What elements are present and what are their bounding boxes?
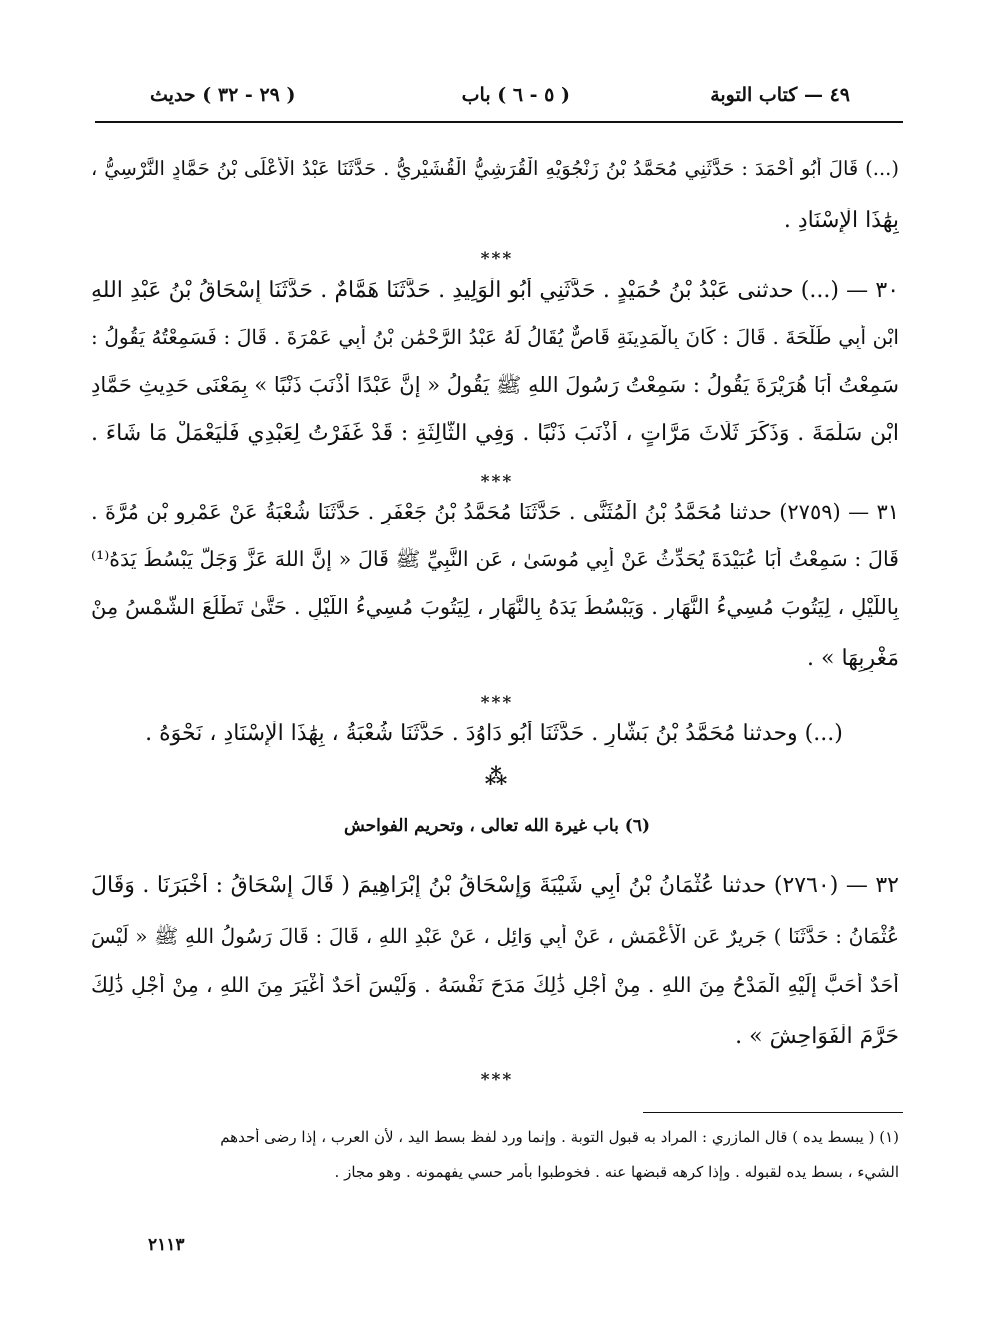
footnote-line: الشيء ، بسط يده لقبوله . وإذا كرهه قبضها عنه . فخوطبوا بأمر حسي يفهمونه . وهو مجاز . <box>334 1163 899 1181</box>
text-line: سَمِعْتُ أَبَا هُرَيْرَةَ يَقُولُ : سَمِعْتُ رَسُولَ اللهِ ﷺ يَقُولُ « إِنَّ عَبْدًا أَذْنَبَ ذَنْبًا » بِمَعْنَى حَدِيثِ حَمَّادِ <box>91 373 899 397</box>
header-chapter-range: ( ٥ - ٦ ) باب <box>461 84 570 106</box>
chapter-title: (٦) باب غيرة الله تعالى ، وتحريم الفواحش <box>343 816 650 836</box>
hadith-30-line: ٣٠ — (...) حدثنى عَبْدُ بْنُ حُمَيْدٍ . حَدَّثَنِي أَبُو الْوَلِيدِ . حَدَّثَنَا هَمَّامٌ . حَدَّثَنَا إِسْحَاقُ بْنُ عَبْدِ اللهِ <box>91 278 899 303</box>
text-line: (...) قَالَ أَبُو أَحْمَدَ : حَدَّثَنِي مُحَمَّدُ بْنُ زَنْجُوَيْهِ الْقُرَشِيُّ الْقُشَيْرِيُّ . حَدَّثَنَا عَبْدُ الْأَعْلَى بْنُ حَمَّادٍ النَّرْسِيُّ ، <box>91 157 899 180</box>
header-book-title: ٤٩ — كتاب التوبة <box>710 84 850 106</box>
section-separator: *** <box>480 472 514 492</box>
text-line: مَغْرِبِهَا » . <box>807 646 899 671</box>
text-line: أَحَدٌ أَحَبَّ إِلَيْهِ الْمَدْحُ مِنَ اللهِ . مِنْ أَجْلِ ذَٰلِكَ مَدَحَ نَفْسَهُ . وَلَيْسَ أَحَدٌ أَغْيَرَ مِنَ اللهِ ، مِنْ أَجْلِ ذَٰلِكَ <box>91 973 899 997</box>
text-line: بِاللَّيْلِ ، لِيَتُوبَ مُسِيءُ النَّهَارِ . وَيَبْسُطُ يَدَهُ بِالنَّهَارِ ، لِيَتُوبَ مُسِيءُ اللَّيْلِ . حَتَّىٰ تَطْلُعَ الشَّمْسُ مِنْ <box>91 595 899 619</box>
section-separator: *** <box>480 249 514 269</box>
text-line: قَالَ : سَمِعْتُ أَبَا عُبَيْدَةَ يُحَدِّثُ عَنْ أَبِي مُوسَىٰ ، عَنِ النَّبِيِّ ﷺ قَالَ « إِنَّ اللهَ عَزَّ وَجَلَّ يَبْسُطُ يَدَهُ⁽¹⁾ <box>91 547 899 571</box>
footnote-line: (١) ( يبسط يده ) قال المازري : المراد به قبول التوبة . وإنما ورد لفظ بسط اليد ، لأن العرب ، إذا رضى أحدهم <box>220 1128 899 1146</box>
hadith-32-line: ٣٢ — (٢٧٦٠) حدثنا عُثْمَانُ بْنُ أَبِي شَيْبَةَ وَإِسْحَاقُ بْنُ إِبْرَاهِيمَ ( قَالَ إِسْحَاقُ : أَخْبَرَنَا . وَقَالَ <box>91 873 899 898</box>
running-header <box>150 84 850 120</box>
text-line: بِهَٰذَا الْإِسْنَادِ . <box>783 208 899 233</box>
page-number: ٢١١٣ <box>148 1235 185 1255</box>
text-line: (...) وحدثنا مُحَمَّدُ بْنُ بَشَّارٍ . حَدَّثَنَا أَبُو دَاوُدَ . حَدَّثَنَا شُعْبَةُ ، بِهَٰذَا الْإِسْنَادِ ، نَحْوَهُ . <box>145 721 843 746</box>
section-separator: *** <box>480 1070 514 1090</box>
hadith-31-line: ٣١ — (٢٧٥٩) حدثنا مُحَمَّدُ بْنُ الْمُثَنَّى . حَدَّثَنَا مُحَمَّدُ بْنُ جَعْفَرٍ . حَدَّثَنَا شُعْبَةُ عَنْ عَمْرِو بْنِ مُرَّةَ . <box>91 500 899 524</box>
footnote-rule <box>643 1112 903 1113</box>
text-line: ابْنِ أَبِي طَلْحَةَ . قَالَ : كَانَ بِالْمَدِينَةِ قَاصٌّ يُقَالُ لَهُ عَبْدُ الرَّحْمَٰنِ بْنُ أَبِي عَمْرَةَ . قَالَ : فَسَمِعْتُهُ يَقُولُ : <box>91 325 899 349</box>
text-line: حَرَّمَ الْفَوَاحِشَ » . <box>735 1024 899 1049</box>
asterism-separator: ⁂ <box>484 764 510 790</box>
header-rule <box>95 121 903 123</box>
header-hadith-range: ( ٢٩ - ٣٢ ) حديث <box>150 84 296 106</box>
text-line: ابْنِ سَلَمَةَ . وَذَكَرَ ثَلَاثَ مَرَّاتٍ ، أَذْنَبَ ذَنْبًا . وَفِي الثَّالِثَةِ : قَدْ غَفَرْتُ لِعَبْدِي فَلْيَعْمَلْ مَا شَاءَ . <box>91 421 899 446</box>
text-line: عُثْمَانُ : حَدَّثَنَا ) جَرِيرٌ عَنِ الْأَعْمَشِ ، عَنْ أَبِي وَائِلٍ ، عَنْ عَبْدِ اللهِ ، قَالَ : قَالَ رَسُولُ اللهِ ﷺ « لَيْسَ <box>91 924 899 948</box>
section-separator: *** <box>480 693 514 713</box>
